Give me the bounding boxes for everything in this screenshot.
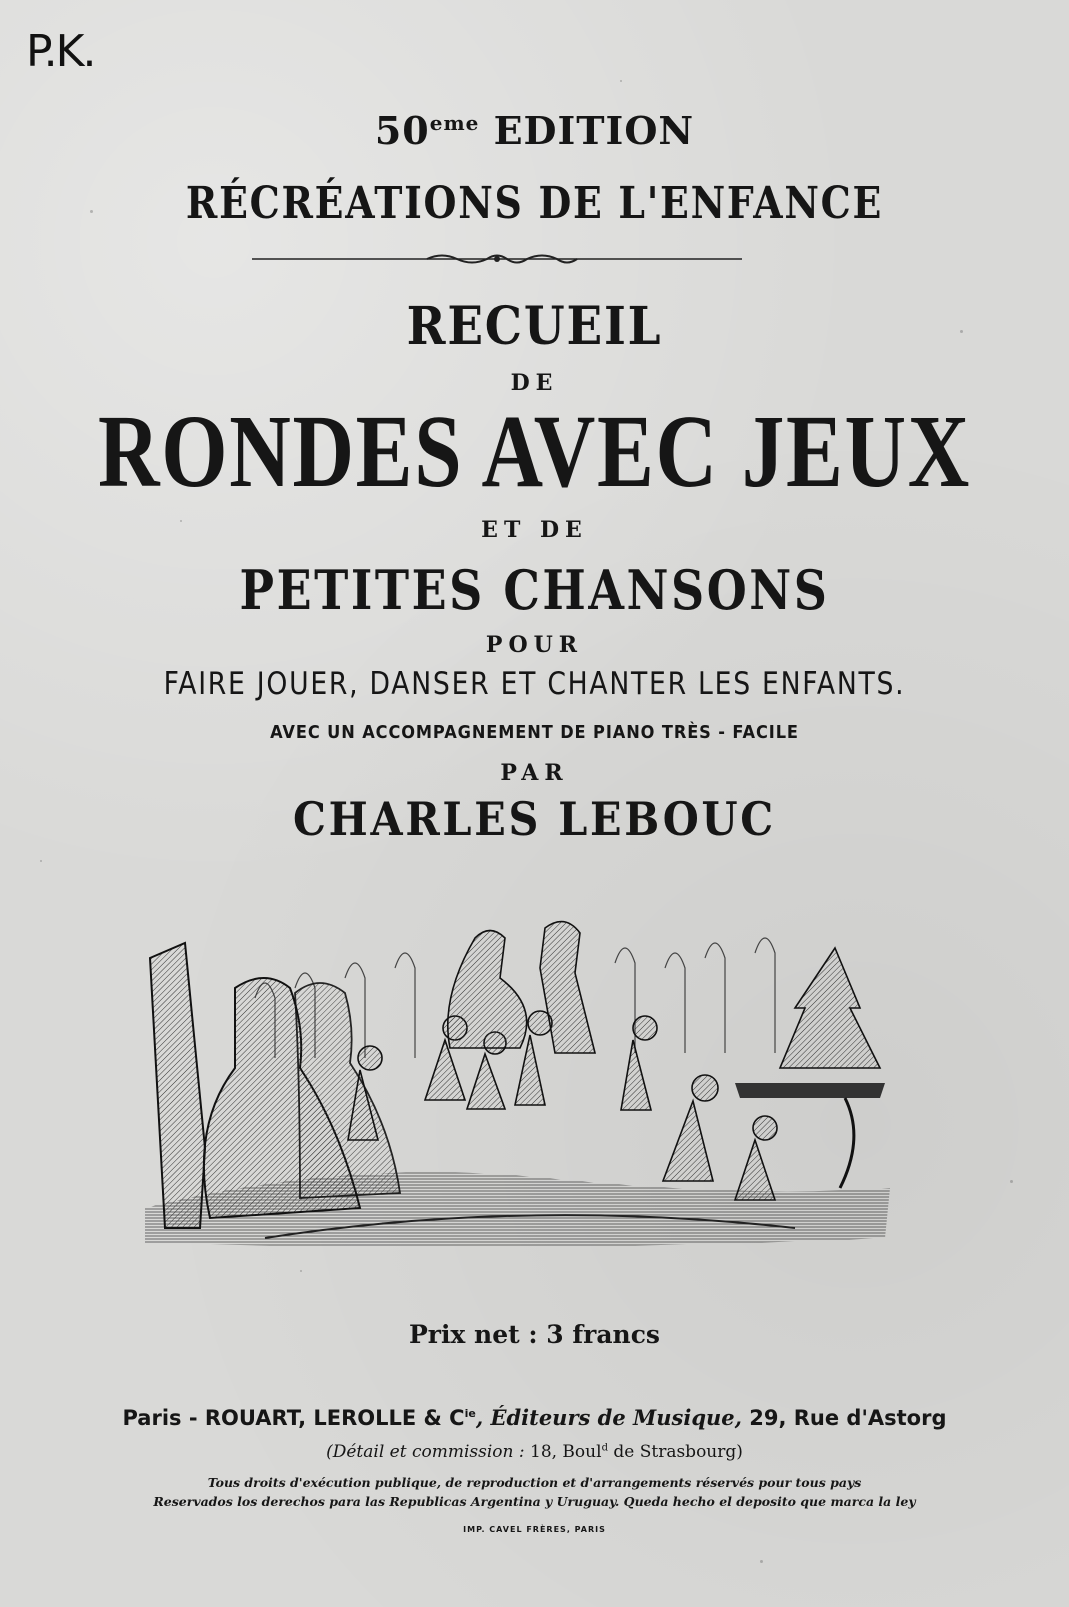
detail-sup: d	[601, 1442, 608, 1454]
edition-heading	[0, 108, 1069, 153]
title-par: PAR	[500, 760, 569, 786]
publisher-role: , Éditeurs de Musique,	[475, 1405, 742, 1430]
engraving-illustration	[145, 908, 890, 1268]
detail-line	[0, 1442, 1069, 1462]
paper-speck	[620, 80, 622, 82]
price: Prix net : 3 francs	[408, 1320, 661, 1349]
edition-suffix: eme	[429, 111, 480, 135]
series-title: RÉCRÉATIONS DE L'ENFANCE	[185, 178, 884, 229]
publisher-line	[0, 1405, 1069, 1430]
printer-line: IMP. CAVEL FRÈRES, PARIS	[463, 1525, 606, 1534]
publisher-address: 29, Rue d'Astorg	[741, 1406, 947, 1430]
publisher-name: Paris - ROUART, LEROLLE & C	[122, 1406, 465, 1430]
purpose-line: FAIRE JOUER, DANSER ET CHANTER LES ENFANTS.	[163, 666, 906, 702]
author-name: CHARLES LEBOUC	[293, 792, 776, 846]
paper-speck	[40, 860, 42, 862]
rights-spanish: Reservados los derechos para las Republicas Argentina y Uruguay. Queda hecho el deposito que marca la ley	[153, 1494, 916, 1509]
paper-speck	[300, 1270, 302, 1272]
edition-word: EDITION	[493, 108, 695, 153]
edition-number: 50	[374, 108, 430, 153]
publisher-co-suffix: ie	[464, 1407, 476, 1420]
detail-end: de Strasbourg)	[607, 1442, 743, 1462]
title-de: DE	[510, 370, 559, 396]
detail-label: (Détail et commission :	[326, 1442, 525, 1462]
title-recueil: RECUEIL	[406, 296, 663, 357]
title-pour: POUR	[485, 632, 584, 658]
paper-speck	[760, 1560, 763, 1563]
paper-speck	[1010, 1180, 1013, 1183]
detail-address: 18, Boul	[524, 1442, 602, 1462]
rights-french: Tous droits d'exécution publique, de reproduction et d'arrangements réservés pour tous pays	[207, 1475, 862, 1490]
title-petites-chansons: PETITES CHANSONS	[239, 558, 830, 622]
accompaniment-line: AVEC UN ACCOMPAGNEMENT DE PIANO TRÈS - FACILE	[270, 722, 799, 743]
title-et-de: ET DE	[481, 517, 588, 543]
ornament-divider	[252, 252, 742, 266]
main-title: RONDES AVEC JEUX	[98, 394, 971, 509]
handwritten-mark: P.K.	[26, 26, 95, 77]
